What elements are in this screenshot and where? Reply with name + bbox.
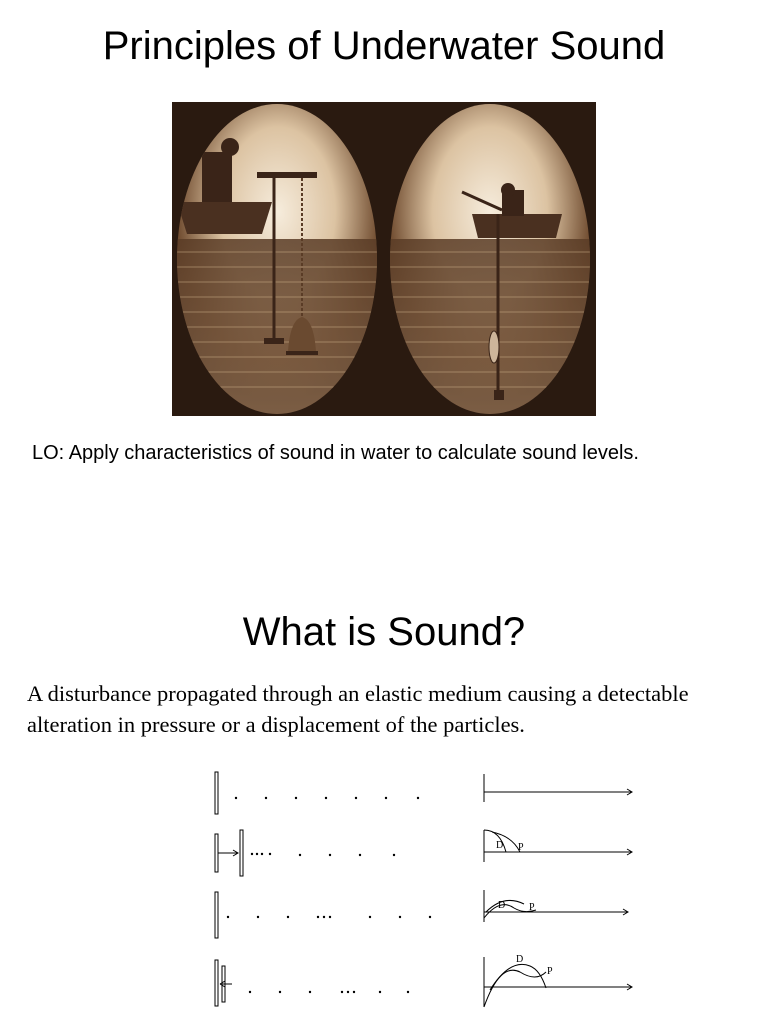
learning-objective: LO: Apply characteristics of sound in water to calculate sound levels. (32, 442, 639, 464)
piston-row-2 (215, 830, 632, 876)
piston-row-1 (215, 772, 632, 814)
sound-definition: A disturbance propagated through an elastic medium causing a detectable alteration in pressure or a displacement of the particles. (27, 681, 689, 737)
label-p: P (547, 966, 553, 977)
label-p: P (529, 902, 535, 913)
underwater-bell-illustration (172, 102, 596, 416)
slide-2 (0, 512, 768, 1024)
label-d: D (496, 840, 504, 851)
piston-row-3 (215, 890, 628, 938)
slide-title: Principles of Underwater Sound (102, 24, 666, 68)
label-d: D (498, 900, 506, 911)
label-d: D (516, 954, 524, 965)
piston-row-4 (215, 957, 632, 1007)
particle-dots (227, 797, 431, 993)
sound-propagation-diagram (200, 762, 660, 1024)
slide-title: What is Sound? (242, 610, 526, 654)
label-p: P (518, 842, 524, 853)
